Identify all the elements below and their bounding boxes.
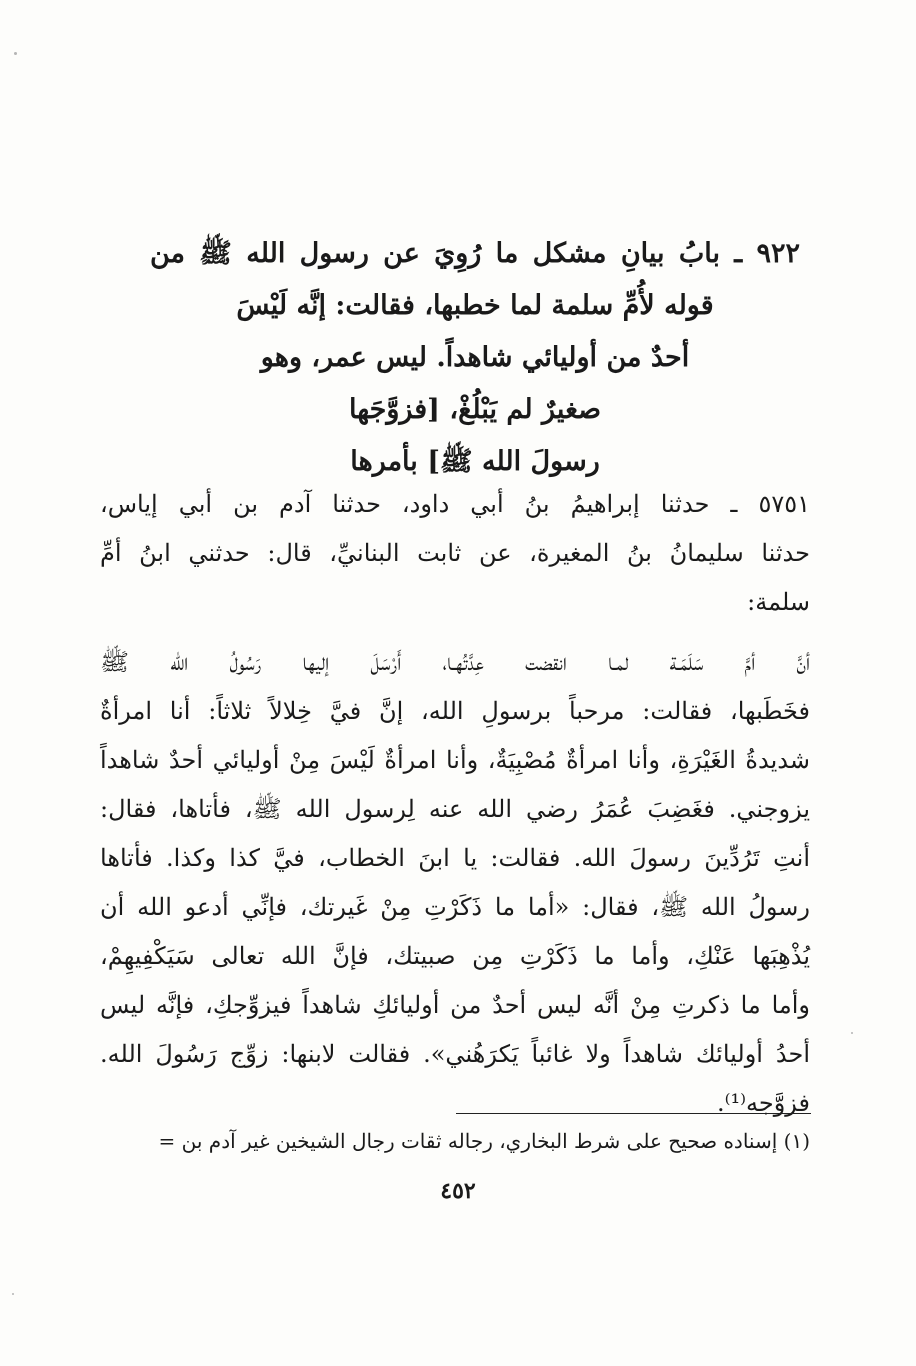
footnote-separator: [456, 1113, 811, 1114]
footnote: (١) إسناده صحيح على شرط البخاري، رجاله ثقات رجال الشيخين غير آدم بن =: [158, 1129, 810, 1153]
scan-speck: [851, 1032, 853, 1034]
hadith-text-line: أنَّ أمَّ سَلَمَـة لمـا انقضت عِدَّتُهـا، أَرْسَلَ إليها رَسُولُ الله ﷺ: [100, 648, 810, 676]
hadith-text: [100, 638, 810, 1128]
chapter-heading-line: قوله لأُمِّ سلمة لما خطبها، فقالت: إنَّه لَيْسَ: [236, 290, 714, 321]
hadith-text-line: أحدُ أوليائك شاهداً ولا غائباً يَكرَهُني». فقالت لابنها: زوِّج رَسُولَ الله.: [100, 1040, 810, 1068]
hadith-text-line: يزوجني. فغَضِبَ عُمَرُ رضي الله عنه لِرسول الله ﷺ، فأتاها، فقال:: [100, 795, 810, 823]
hadith-text-line: رسولُ الله ﷺ، فقال: «أما ما ذَكَرْتِ مِنْ غَيرتك، فإنِّي أدعو الله أن: [100, 893, 810, 921]
chapter-heading-line: رسولَ الله ﷺ] بأمرها: [350, 446, 600, 477]
hadith-text-line: يُذْهِبَها عَنْكِ، وأما ما ذَكَرْتِ مِن صبيتك، فإنَّ الله تعالى سَيَكْفِيهِمْ،: [100, 942, 810, 970]
hadith-text-line: وأما ما ذكرتِ مِنْ أنَّه ليس أحدٌ من أوليائكِ شاهداً فيزوِّجكِ، فإنَّه ليس: [100, 991, 810, 1019]
page-number: ٤٥٢: [440, 1178, 476, 1204]
hadith-text-line: أنتِ تَرُدِّينَ رسولَ الله. فقالت: يا ابنَ الخطاب، فيَّ كذا وكذا. فأتاها: [100, 844, 810, 872]
chapter-heading-line: ٩٢٢ ـ بابُ بيانِ مشكل ما رُوِيَ عن رسول الله ﷺ من: [150, 238, 800, 269]
hadith-text-line: فخَطَبها، فقالت: مرحباً برسولِ الله، إنَّ فيَّ خِلالاً ثلاثاً: أنا امرأةٌ: [100, 697, 810, 725]
isnad-line: حدثنا سليمانُ بنُ المغيرة، عن ثابت البنانيِّ، قال: حدثني ابنُ أمِّ: [100, 539, 810, 567]
isnad-line: سلمة:: [747, 588, 810, 616]
hadith-isnad: [100, 480, 810, 627]
hadith-text-line: شديدةُ الغَيْرَةِ، وأنا امرأةٌ مُصْبِيَةٌ، وأنا امرأةٌ لَيْسَ مِنْ أوليائي أحدٌ شاهداً: [100, 746, 810, 774]
chapter-heading: [150, 228, 800, 488]
scan-speck: [12, 1293, 14, 1295]
chapter-heading-line: أحدٌ من أوليائي شاهداً. ليس عمر، وهو: [260, 342, 690, 373]
scan-speck: [14, 52, 17, 55]
hadith-text-line: فزوَّجه⁽¹⁾.: [716, 1089, 810, 1117]
chapter-heading-line: صغيرٌ لم يَبْلُغْ، [فزوَّجَها: [348, 394, 602, 425]
isnad-line: ٥٧٥١ ـ حدثنا إبراهيمُ بنُ أبي داود، حدثنا آدم بن أبي إياس،: [100, 490, 810, 518]
